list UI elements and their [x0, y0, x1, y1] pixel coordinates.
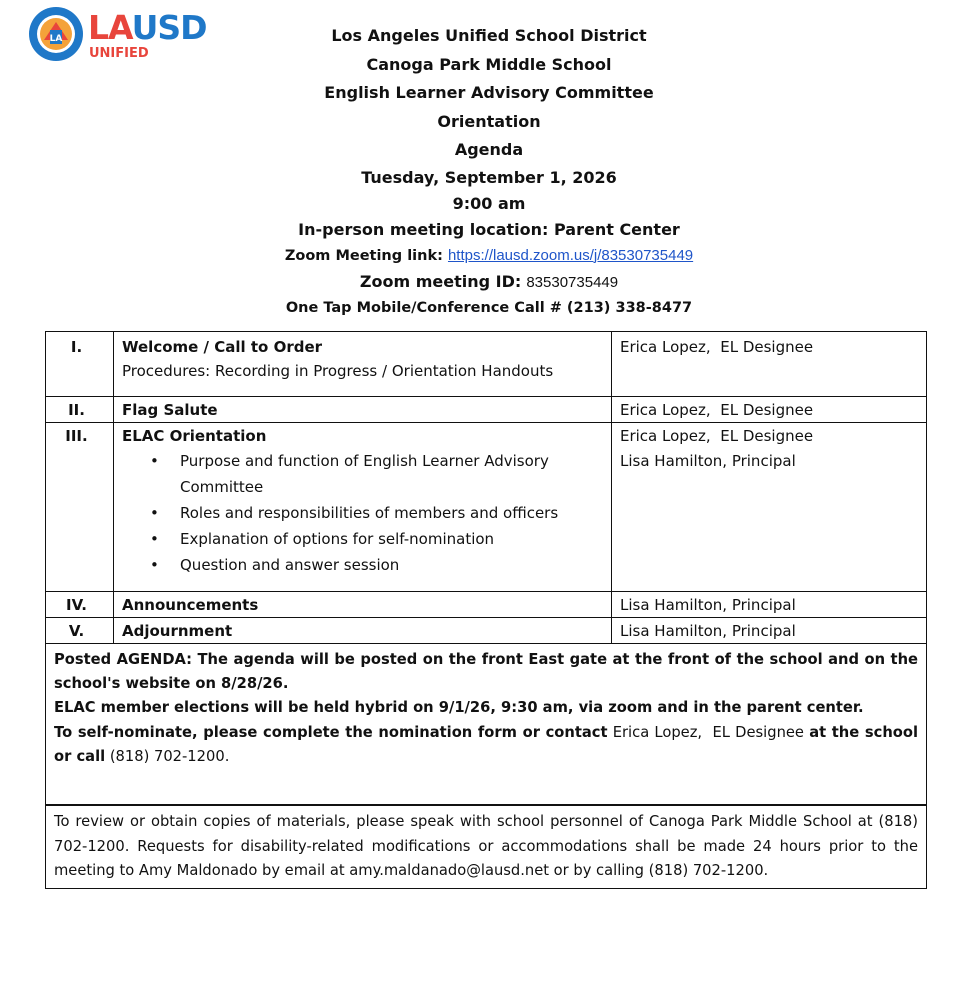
- meeting-time: 9:00 am: [452, 193, 526, 213]
- nomination-contact: Erica Lopez, EL Designee: [612, 723, 804, 741]
- conference-phone: One Tap Mobile/Conference Call # (213) 338-8477: [285, 299, 693, 316]
- meeting-date: Tuesday, September 1, 2026: [361, 167, 617, 187]
- zoom-id-label: Zoom meeting ID:: [359, 271, 522, 291]
- committee-name: English Learner Advisory Committee: [324, 83, 654, 102]
- zoom-link-row: [0, 243, 978, 269]
- presenter: Erica Lopez, EL Designee: [612, 397, 927, 423]
- zoom-id: 83530735449: [526, 273, 619, 291]
- item-number: I.: [46, 332, 114, 397]
- posting-notice: [45, 643, 927, 805]
- item-cell: [114, 332, 612, 397]
- presenter: Erica Lopez, EL Designee: [620, 427, 814, 445]
- presenter: Lisa Hamilton, Principal: [612, 592, 927, 618]
- table-row: [46, 332, 927, 397]
- list-item: • Explanation of options for self-nomination: [180, 526, 603, 552]
- presenter-cell: [612, 423, 927, 592]
- item-title: Adjournment: [114, 618, 612, 644]
- list-item: • Question and answer session: [180, 552, 603, 578]
- logo-wordmark: LAUSD: [88, 8, 207, 47]
- school-name: Canoga Park Middle School: [366, 54, 612, 74]
- table-row: [46, 618, 927, 644]
- zoom-link[interactable]: https://lausd.zoom.us/j/83530735449: [447, 246, 694, 264]
- presenter: Lisa Hamilton, Principal: [612, 618, 927, 644]
- meeting-location: In-person meeting location: Parent Center: [298, 219, 680, 239]
- presenter: Lisa Hamilton, Principal: [620, 452, 796, 470]
- accessibility-footer: To review or obtain copies of materials, please speak with school personnel of Canoga Park Middle School at (818) 702-1200. Requests for disability-related modifications or accommodations shall be made 24 hours prior to the meeting to Amy Maldonado by email at amy.maldanado@lausd.net or by calling (818) 702-1200.: [45, 805, 927, 889]
- table-row: [46, 592, 927, 618]
- nomination-phone: (818) 702-1200.: [109, 747, 230, 765]
- zoom-link-label: Zoom Meeting link:: [284, 247, 443, 264]
- logo-unified: UNIFIED: [89, 46, 149, 61]
- table-row: [46, 423, 927, 592]
- list-item: • Purpose and function of English Learner Advisory Committee: [180, 448, 603, 500]
- item-title: Welcome / Call to Order: [122, 338, 323, 356]
- item-cell: [114, 423, 612, 592]
- posted-agenda-text: Posted AGENDA: The agenda will be posted on the front East gate at the front of the school and on the school's website on 8/28/26.: [54, 651, 918, 693]
- nomination-text: To self-nominate, please complete the nomination form or contact Erica Lopez, EL Designee at the school or call (818) 702-1200.: [54, 723, 918, 765]
- item-number: V.: [46, 618, 114, 644]
- zoom-id-row: [0, 269, 978, 295]
- item-number: III.: [46, 423, 114, 592]
- table-row: [46, 397, 927, 423]
- item-number: IV.: [46, 592, 114, 618]
- district-name: Los Angeles Unified School District: [331, 26, 647, 45]
- presenter: Erica Lopez, EL Designee: [620, 338, 814, 356]
- item-title: Flag Salute: [114, 397, 612, 423]
- meeting-type: Orientation: [437, 111, 541, 131]
- item-title: ELAC Orientation: [122, 427, 267, 445]
- elections-text: ELAC member elections will be held hybrid on 9/1/26, 9:30 am, via zoom and in the parent center.: [54, 699, 864, 717]
- orientation-topics: [122, 448, 603, 578]
- svg-text:LA: LA: [49, 34, 63, 44]
- list-item: • Roles and responsibilities of members and officers: [180, 500, 603, 526]
- item-subtitle: Procedures: Recording in Progress / Orientation Handouts: [122, 362, 554, 380]
- item-number: II.: [46, 397, 114, 423]
- presenter-cell: [612, 332, 927, 397]
- agenda-table: [45, 331, 927, 644]
- doc-title: Agenda: [454, 140, 524, 159]
- item-title: Announcements: [114, 592, 612, 618]
- agenda-header: [0, 22, 978, 321]
